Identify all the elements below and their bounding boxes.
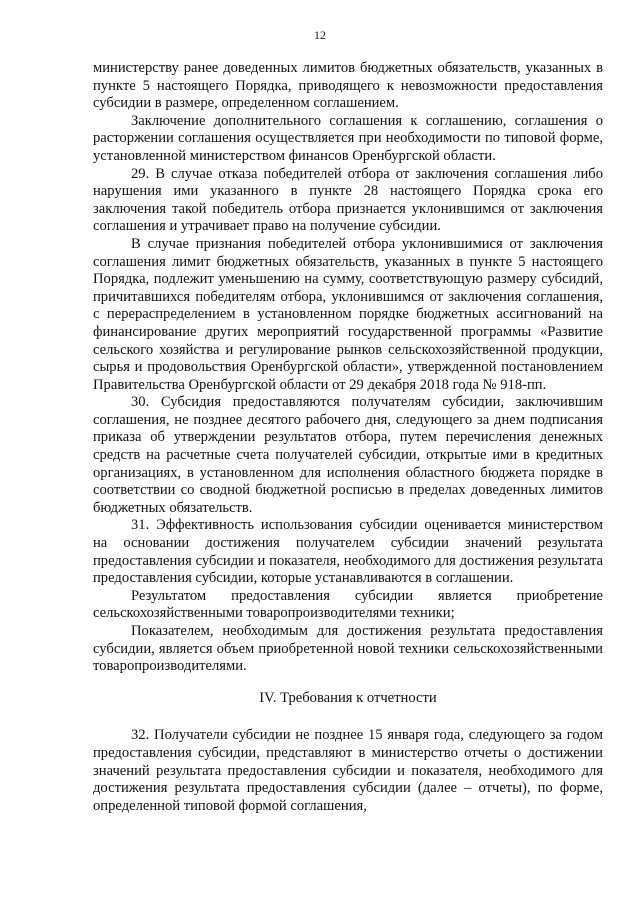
paragraph-indicator: Показателем, необходимым для достижения результата предоставления субсидии, является объем приобретенной новой техники сельскохозяйственными товаропроизводителями.: [93, 623, 603, 675]
paragraph-31: 31. Эффективность использования субсидии оценивается министерством на основании достижения получателем субсидии значений результата предоставления субсидии и показателя, необходимого для достижения результата предоставления субсидии, которые устанавливаются в соглашении.: [93, 517, 603, 587]
paragraph-30: 30. Субсидия предоставляются получателям субсидии, заключившим соглашения, не позднее десятого рабочего дня, следующего за днем подписания приказа об утверждении результатов отбора, путем перечисления денежных средств на расчетные счета получателей субсидии, открытые ими в кредитных организациях, в установленном для исполнения областного бюджета порядке в соответствии со сводной бюджетной росписью в пределах доведенных лимитов бюджетных обязательств.: [93, 394, 603, 516]
paragraph-29: 29. В случае отказа победителей отбора от заключения соглашения либо нарушения ими указанного в пункте 28 настоящего Порядка срока его заключения такой победитель отбора признается уклонившимся от заключения соглашения и утрачивает право на получение субсидии.: [93, 165, 603, 235]
paragraph-result: Результатом предоставления субсидии является приобретение сельскохозяйственными товаропроизводителями техники;: [93, 587, 603, 622]
paragraph-continuation: министерству ранее доведенных лимитов бюджетных обязательств, указанных в пункте 5 настоящего Порядка, приводящего к невозможности предоставления субсидии в размере, определенном соглашением.: [93, 60, 603, 112]
paragraph-additional-agreement: Заключение дополнительного соглашения к соглашению, соглашения о расторжении соглашения осуществляется при необходимости по типовой форме, установленной министерством финансов Оренбургской области.: [93, 112, 603, 164]
paragraph-32: 32. Получатели субсидии не позднее 15 января года, следующего за годом предоставления субсидии, представляют в министерство отчеты о достижении значений результата предоставления субсидии и показателя, необходимого для достижения результата предоставления субсидии (далее – отчеты), по форме, определенной типовой формой соглашения,: [93, 727, 603, 814]
section-heading: IV. Требования к отчетности: [259, 689, 437, 706]
paragraph-evasion-limits: В случае признания победителей отбора уклонившимися от заключения соглашения лимит бюджетных обязательств, указанных в пункте 5 настоящего Порядка, подлежит уменьшению на сумму, соответствующую размеру субсидий, причитавшихся победителям отбора, уклонившимся от заключения соглашения, с перераспределением в установленном порядке бюджетных ассигнований на финансирование других мероприятий государственной программы «Развитие сельского хозяйства и регулирование рынков сельскохозяйственной продукции, сырья и продовольствия Оренбургской области», утвержденной постановлением Правительства Оренбургской области от 29 декабря 2018 года № 918-пп.: [93, 235, 603, 393]
document-body: [93, 60, 603, 815]
page-number: 12: [314, 28, 326, 42]
